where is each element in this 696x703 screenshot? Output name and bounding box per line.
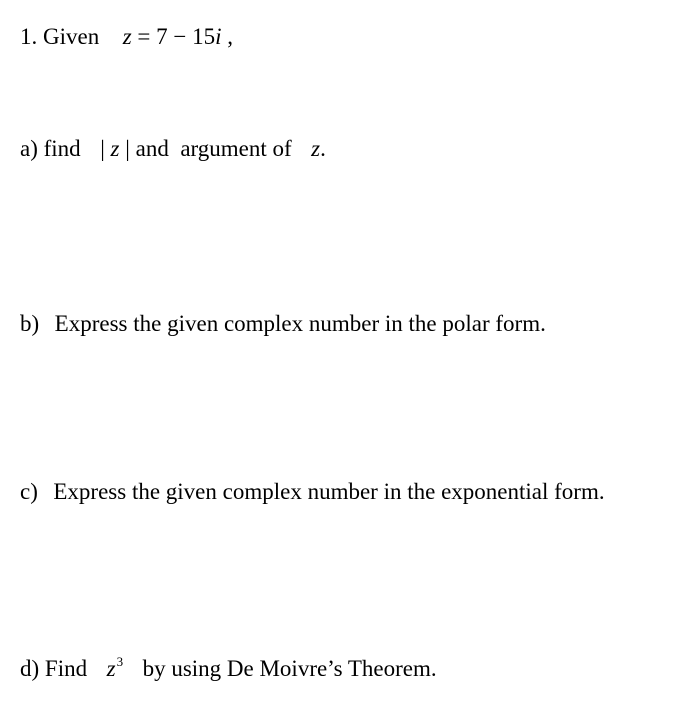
part-d-label: d) [20, 656, 40, 681]
comma: , [221, 24, 234, 49]
z-variable-end: z [311, 136, 321, 161]
question-number: 1. [20, 24, 38, 49]
part-b-text: Express the given complex number in the polar form. [54, 311, 546, 336]
period: . [320, 136, 326, 161]
abs-bar-right: | [125, 136, 130, 161]
part-c-label: c) [20, 479, 38, 504]
part-b-label: b) [20, 311, 40, 336]
part-b [20, 310, 546, 338]
z-variable: z [122, 24, 132, 49]
abs-bar-left: | [100, 136, 105, 161]
exponent: 3 [116, 654, 124, 669]
part-d-find: Find [44, 656, 88, 681]
equals-sign: = [131, 24, 157, 49]
complex-expression: 7 − 15 [156, 24, 216, 49]
imaginary-unit: i [215, 24, 222, 49]
question-heading [20, 23, 233, 51]
part-d [20, 648, 437, 683]
part-a-label: a) [20, 136, 38, 161]
part-c-text: Express the given complex number in the exponential form. [53, 479, 605, 504]
z-variable: z [110, 136, 120, 161]
z-variable: z [106, 656, 116, 681]
given-word: Given [43, 24, 100, 49]
part-d-text: by using De Moivre’s Theorem. [142, 656, 437, 681]
part-a [20, 135, 326, 163]
part-c [20, 478, 605, 506]
part-a-find: find [43, 136, 81, 161]
part-a-text: and argument of [135, 136, 292, 161]
